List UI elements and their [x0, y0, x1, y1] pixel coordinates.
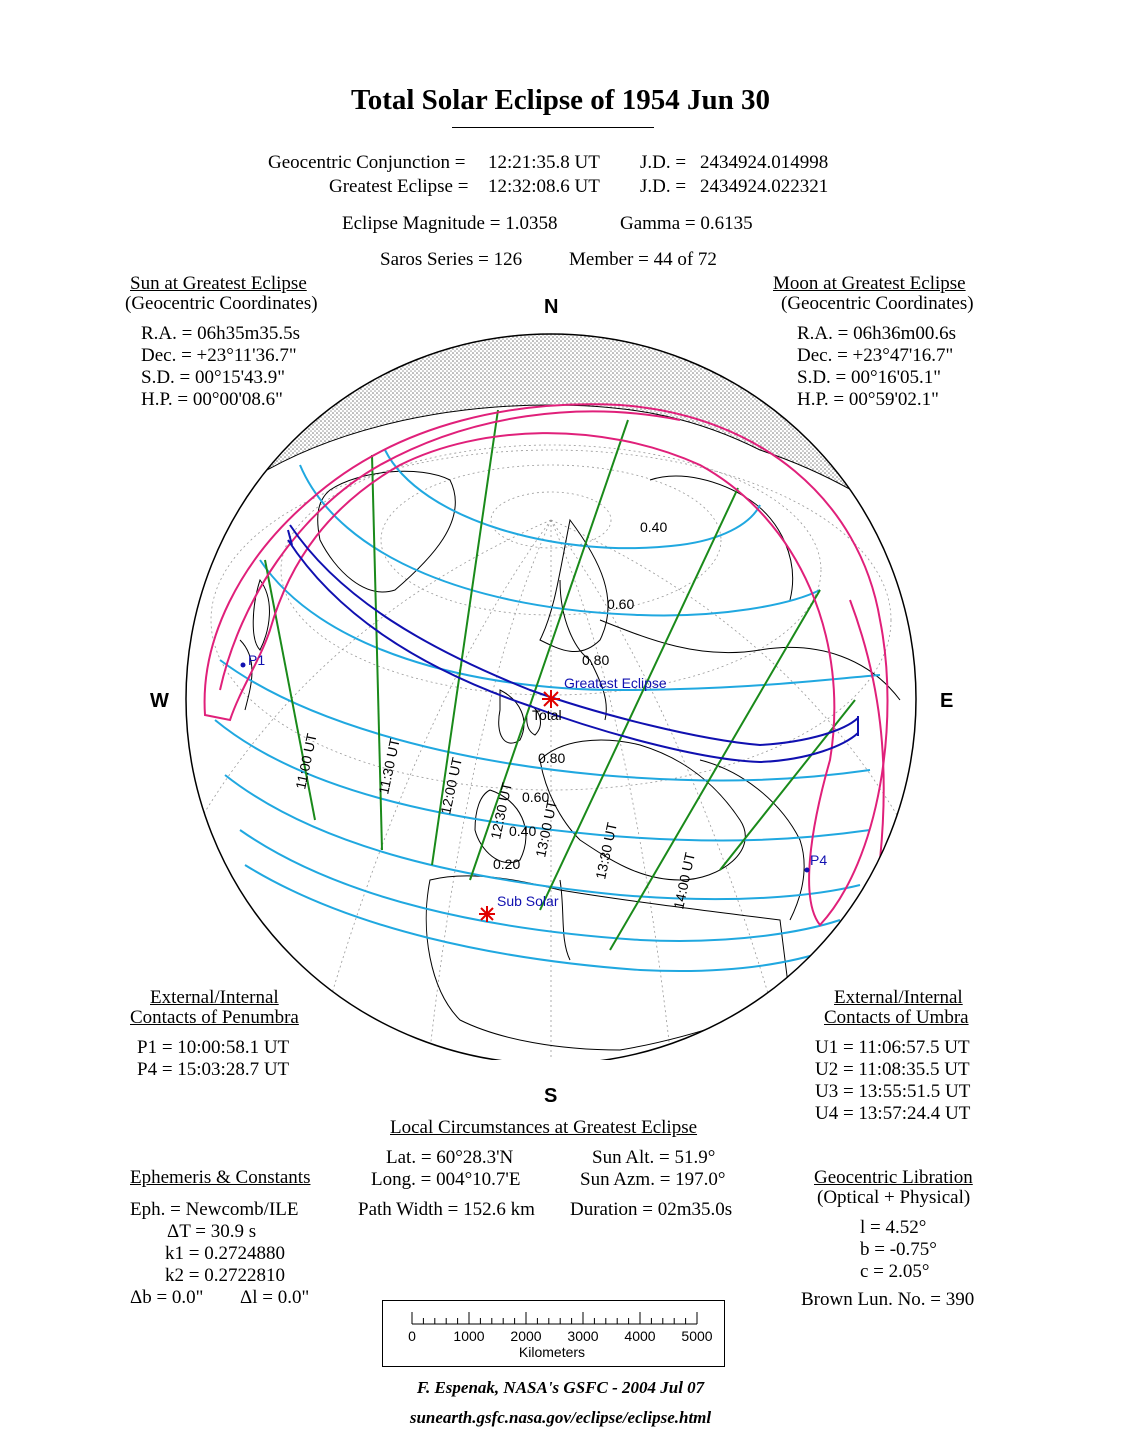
- moon-heading: Moon at Greatest Eclipse: [773, 273, 966, 294]
- conjunction-jd-label: J.D. =: [640, 152, 687, 173]
- time-label: 11:30 UT: [375, 736, 403, 796]
- scale-unit: Kilometers: [518, 1344, 586, 1360]
- gamma: Gamma = 0.6135: [620, 213, 753, 234]
- umbra-u2: U2 = 11:08:35.5 UT: [815, 1059, 970, 1080]
- moon-ra: R.A. = 06h36m00.6s: [797, 323, 957, 344]
- sun-dec: Dec. = +23°11'36.7": [141, 345, 297, 366]
- time-label: 12:00 UT: [437, 755, 465, 816]
- umbra-u3: U3 = 13:55:51.5 UT: [815, 1081, 971, 1102]
- sun-sd: S.D. = 00°15'43.9": [141, 367, 286, 388]
- umbra-u1: U1 = 11:06:57.5 UT: [815, 1037, 970, 1058]
- compass-east: E: [940, 690, 954, 712]
- p1-marker: [241, 663, 246, 668]
- credit: F. Espenak, NASA's GSFC - 2004 Jul 07: [416, 1378, 705, 1397]
- eclipse-map: [180, 320, 920, 1060]
- scale-tick-label: 4000: [624, 1328, 656, 1344]
- moon-sd: S.D. = 00°16'05.1": [797, 367, 942, 388]
- scale-tick-label: 3000: [567, 1328, 599, 1344]
- magnitude-label: 0.40: [509, 823, 537, 839]
- compass-west: W: [150, 690, 169, 712]
- time-label: 14:00 UT: [670, 850, 698, 911]
- magnitude-label: 0.40: [640, 519, 668, 535]
- local-duration: Duration = 02m35.0s: [570, 1199, 733, 1220]
- time-label: 13:30 UT: [592, 820, 620, 881]
- local-long: Long. = 004°10.7'E: [371, 1169, 521, 1190]
- moon-hp: H.P. = 00°59'02.1": [797, 389, 939, 410]
- magnitude-label: 0.80: [538, 750, 566, 766]
- scale-bar: [382, 1300, 725, 1367]
- moon-dec: Dec. = +23°47'16.7": [797, 345, 954, 366]
- ephemeris-delta-t: ΔT = 30.9 s: [167, 1221, 257, 1242]
- compass-south: S: [544, 1085, 558, 1107]
- sun-heading: Sun at Greatest Eclipse: [130, 273, 307, 294]
- greatest-eclipse-jd: 2434924.022321: [700, 176, 829, 197]
- sub-solar-label: Sub Solar: [497, 893, 559, 909]
- local-sun-azm: Sun Azm. = 197.0°: [580, 1169, 726, 1190]
- saros-member: Member = 44 of 72: [569, 249, 717, 270]
- sub-solar-marker: [479, 906, 495, 922]
- penumbra-p4: P4 = 15:03:28.7 UT: [137, 1059, 290, 1080]
- title-underline: [452, 127, 654, 128]
- source-url: sunearth.gsfc.nasa.gov/eclipse/eclipse.html: [409, 1408, 712, 1427]
- brown-lunation: Brown Lun. No. = 390: [801, 1289, 975, 1310]
- libration-heading: Geocentric Libration: [814, 1167, 973, 1188]
- greatest-eclipse-label: Greatest Eclipse: [564, 675, 667, 691]
- local-lat: Lat. = 60°28.3'N: [386, 1147, 514, 1168]
- libration-b: b = -0.75°: [860, 1239, 937, 1260]
- ephemeris-eph: Eph. = Newcomb/ILE: [130, 1199, 299, 1220]
- ephemeris-delta-b: Δb = 0.0": [130, 1287, 204, 1308]
- time-label: 12:30 UT: [487, 780, 515, 841]
- conjunction-jd: 2434924.014998: [700, 152, 829, 173]
- libration-subheading: (Optical + Physical): [817, 1187, 971, 1208]
- p1-label: P1: [248, 652, 266, 668]
- scale-tick-label: 1000: [453, 1328, 485, 1344]
- page-title: Total Solar Eclipse of 1954 Jun 30: [351, 84, 770, 116]
- compass-north: N: [544, 296, 559, 318]
- magnitude-label: 0.20: [493, 856, 521, 872]
- sun-hp: H.P. = 00°00'08.6": [141, 389, 283, 410]
- magnitude-label: 0.80: [582, 652, 610, 668]
- saros-series: Saros Series = 126: [380, 249, 523, 270]
- greatest-eclipse-jd-label: J.D. =: [640, 176, 687, 197]
- sun-ra: R.A. = 06h35m35.5s: [141, 323, 301, 344]
- total-label: Total: [532, 707, 562, 723]
- local-heading: Local Circumstances at Greatest Eclipse: [390, 1117, 698, 1138]
- magnitude-label: 0.60: [522, 789, 550, 805]
- scale-tick-label: 0: [408, 1328, 416, 1344]
- penumbra-heading-2: Contacts of Penumbra: [130, 1007, 299, 1028]
- scale-tick-label: 2000: [510, 1328, 542, 1344]
- greatest-eclipse-marker: [542, 690, 560, 708]
- umbra-u4: U4 = 13:57:24.4 UT: [815, 1103, 971, 1124]
- scale-tick-label: 5000: [681, 1328, 713, 1344]
- ephemeris-delta-l: Δl = 0.0": [240, 1287, 310, 1308]
- libration-c: c = 2.05°: [860, 1261, 930, 1282]
- ephemeris-k2: k2 = 0.2722810: [165, 1265, 285, 1286]
- conjunction-label: Geocentric Conjunction =: [268, 152, 466, 173]
- local-sun-alt: Sun Alt. = 51.9°: [592, 1147, 716, 1168]
- libration-l: l = 4.52°: [860, 1217, 927, 1238]
- local-path-width: Path Width = 152.6 km: [358, 1199, 535, 1220]
- p4-label: P4: [810, 852, 828, 868]
- ephemeris-k1: k1 = 0.2724880: [165, 1243, 285, 1264]
- sun-subheading: (Geocentric Coordinates): [125, 293, 318, 314]
- moon-subheading: (Geocentric Coordinates): [781, 293, 974, 314]
- time-label: 13:00 UT: [532, 798, 560, 859]
- time-label: 11:00 UT: [292, 731, 320, 791]
- magnitude-label: 0.60: [607, 596, 635, 612]
- penumbra-heading-1: External/Internal: [150, 987, 279, 1008]
- greatest-eclipse-label: Greatest Eclipse =: [329, 176, 469, 197]
- greatest-eclipse-time: 12:32:08.6 UT: [488, 176, 600, 197]
- p4-marker: [805, 868, 810, 873]
- umbra-heading-1: External/Internal: [834, 987, 963, 1008]
- ephemeris-heading: Ephemeris & Constants: [130, 1167, 311, 1188]
- conjunction-time: 12:21:35.8 UT: [488, 152, 600, 173]
- eclipse-magnitude: Eclipse Magnitude = 1.0358: [342, 213, 558, 234]
- umbra-heading-2: Contacts of Umbra: [824, 1007, 969, 1028]
- penumbra-p1: P1 = 10:00:58.1 UT: [137, 1037, 290, 1058]
